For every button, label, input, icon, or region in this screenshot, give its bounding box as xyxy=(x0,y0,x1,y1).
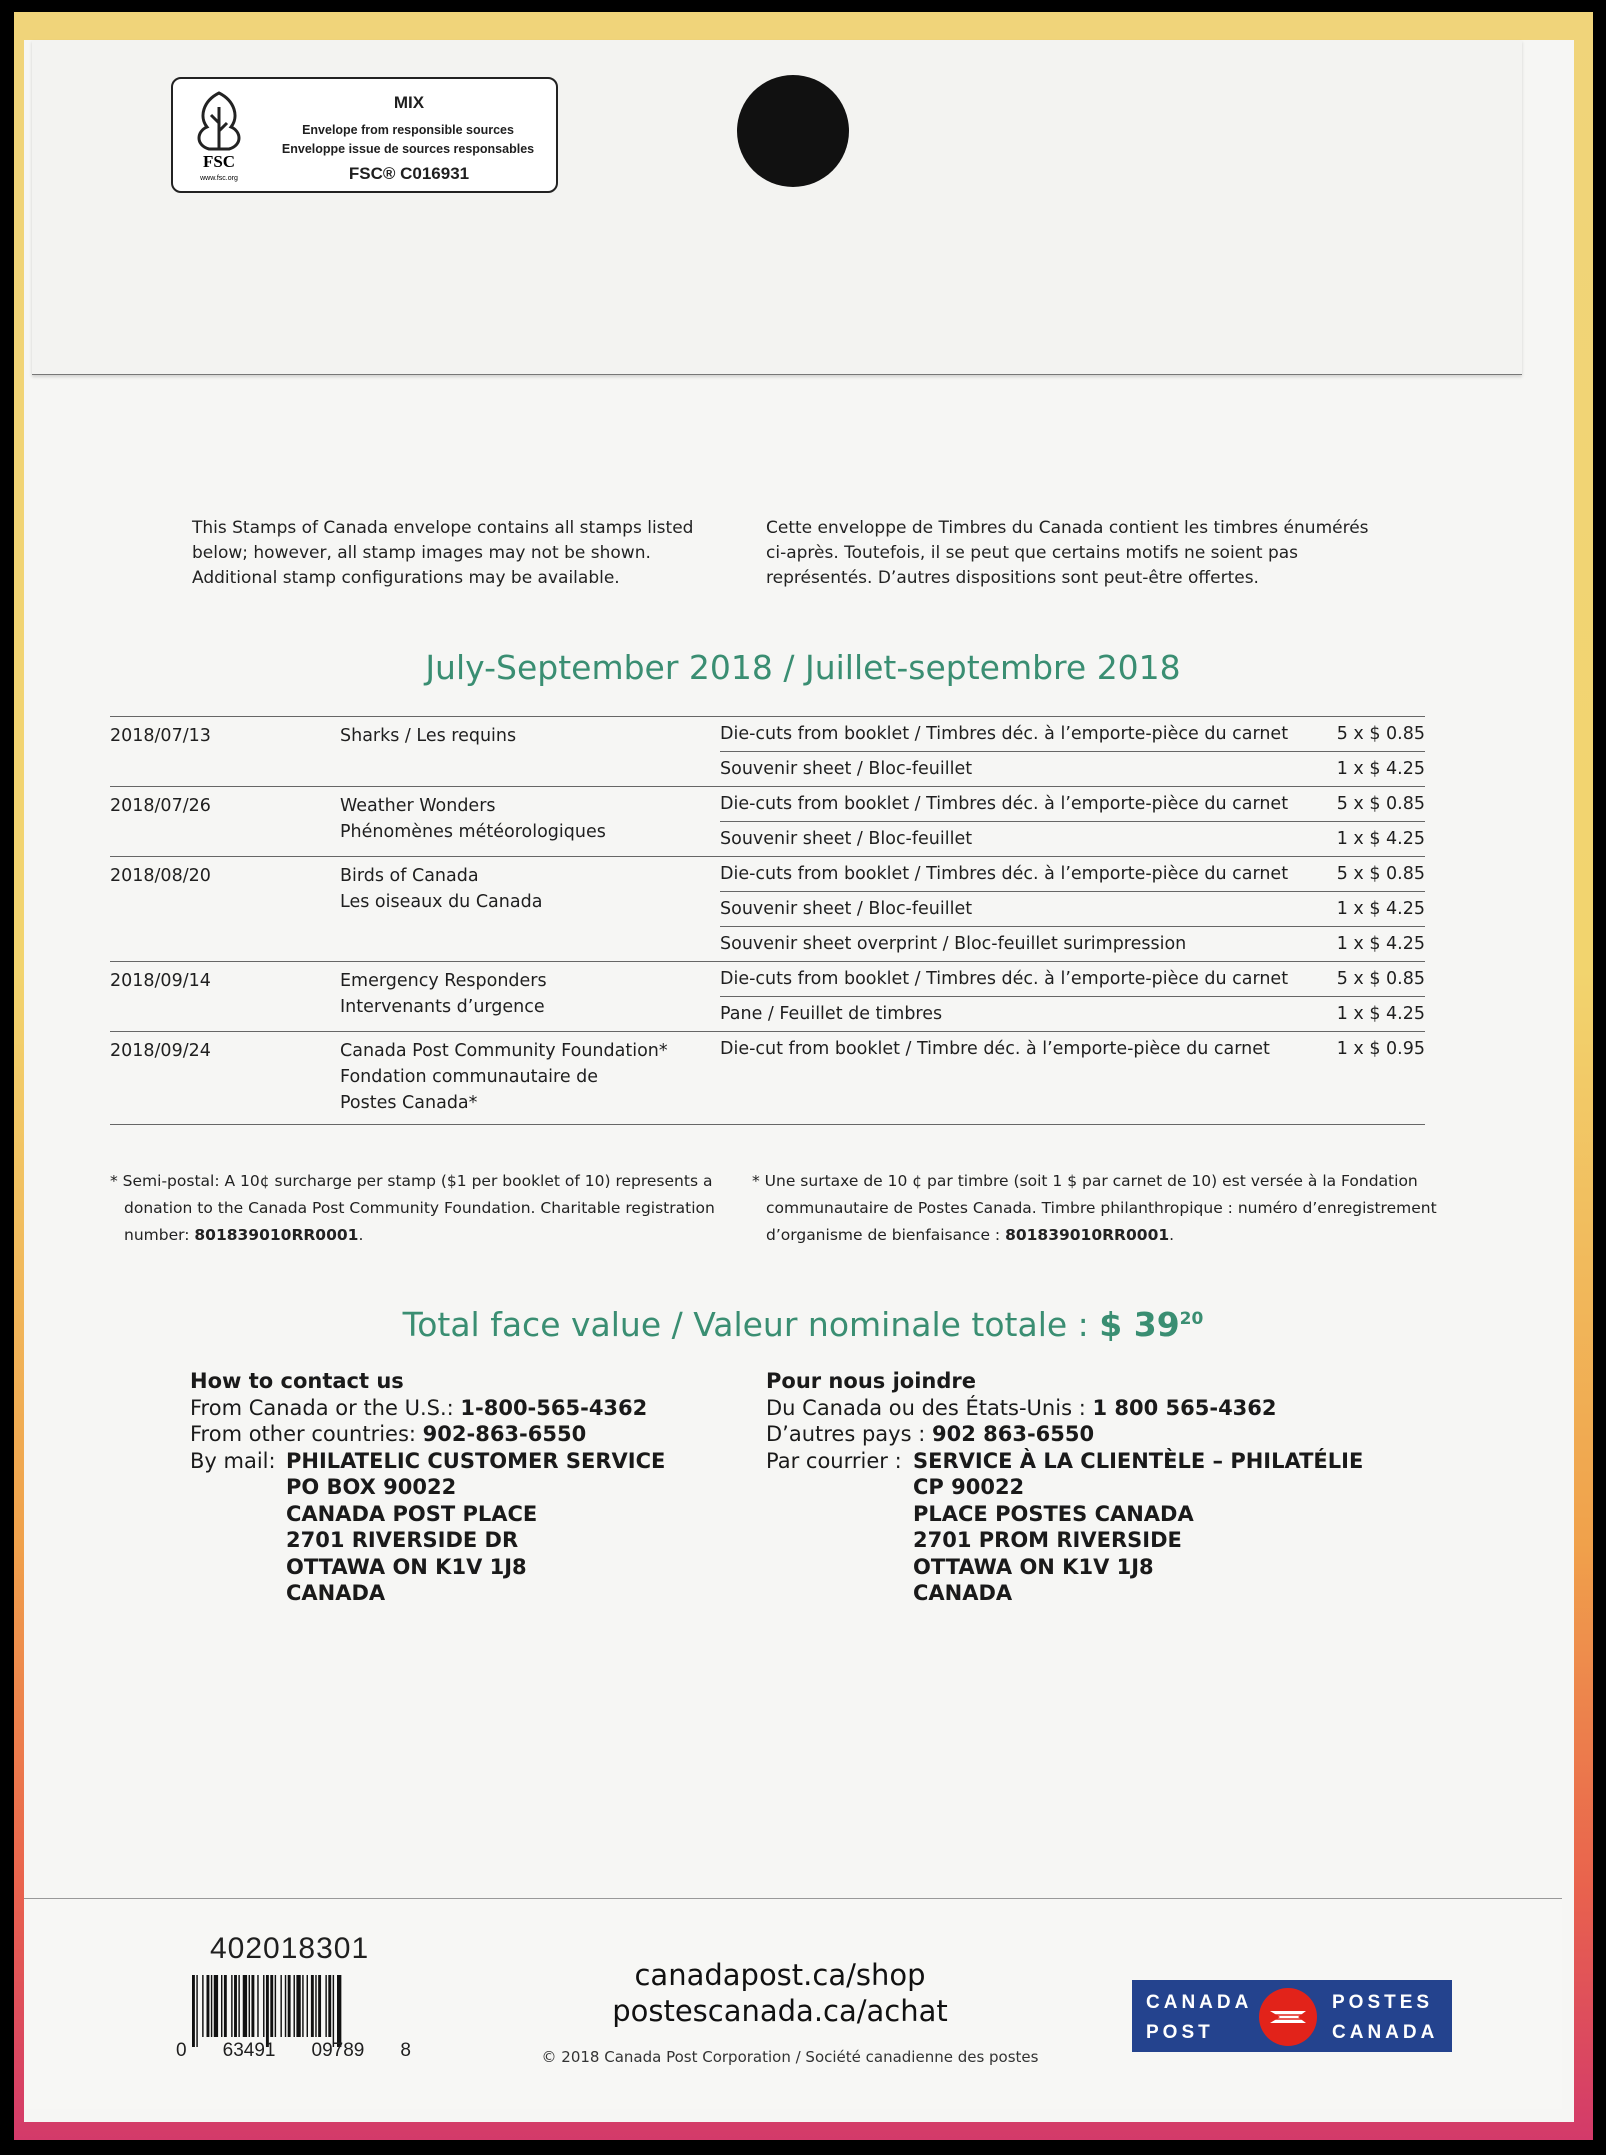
item-quantity: 1 x $ 4.25 xyxy=(1336,829,1425,849)
barcode-bar xyxy=(328,1975,331,2037)
item-quantity: 5 x $ 0.85 xyxy=(1336,794,1425,814)
footnote-en-text: * Semi-postal: A 10¢ surcharge per stamp ($1 per booklet of 10) represents a donation to the Canada Post Community Foundation. Charitable registration number: xyxy=(110,1172,715,1244)
issue-item xyxy=(720,787,1425,821)
issue-date: 2018/09/24 xyxy=(110,1041,211,1061)
footnote-fr-text: * Une surtaxe de 10 ¢ par timbre (soit 1 $ par carnet de 10) est versée à la Fondation communautaire de Postes Canada. Timbre philanthropique : numéro d’enregistrement d’organisme de bienfaisance : xyxy=(752,1172,1437,1244)
issue-item xyxy=(720,996,1425,1031)
barcode-bar xyxy=(221,1975,222,2037)
item-quantity: 5 x $ 0.85 xyxy=(1336,969,1425,989)
item-description: Souvenir sheet / Bloc-feuillet xyxy=(720,899,973,919)
item-description: Souvenir sheet / Bloc-feuillet xyxy=(720,759,973,779)
footnote-fr-number: 801839010RR0001 xyxy=(1005,1226,1170,1244)
barcode-bar xyxy=(325,1975,326,2037)
fsc-tree-icon xyxy=(183,87,255,183)
issue-row xyxy=(110,1031,1425,1125)
issue-name: Birds of Canada Les oiseaux du Canada xyxy=(340,866,543,912)
item-description: Pane / Feuillet de timbres xyxy=(720,1004,943,1024)
item-description: Souvenir sheet / Bloc-feuillet xyxy=(720,829,973,849)
barcode-bar xyxy=(275,1975,276,2037)
item-description: Die-cuts from booklet / Timbres déc. à l’emporte-pièce du carnet xyxy=(720,724,1289,744)
phone-na: 1-800-565-4362 xyxy=(460,1395,648,1420)
barcode-bar xyxy=(311,1975,314,2037)
barcode-bar xyxy=(238,1975,239,2037)
barcode-bar xyxy=(333,1975,334,2047)
barcode-bar xyxy=(243,1975,247,2037)
barcode-bar xyxy=(251,1975,254,2037)
contact-fr-heading: Pour nous joindre xyxy=(766,1369,976,1393)
item-description: Die-cuts from booklet / Timbres déc. à l’emporte-pièce du carnet xyxy=(720,864,1289,884)
item-quantity: 5 x $ 0.85 xyxy=(1336,724,1425,744)
logo-canada: CANADA xyxy=(1146,1992,1253,2013)
issue-row xyxy=(110,856,1425,961)
logo-postes: POSTES xyxy=(1332,1992,1434,2013)
barcode-bar xyxy=(249,1975,250,2037)
item-description: Die-cuts from booklet / Timbres déc. à l’emporte-pièce du carnet xyxy=(720,969,1289,989)
logo-post: POST xyxy=(1146,2022,1214,2043)
barcode-bar xyxy=(207,1975,210,2037)
item-description: Die-cuts from booklet / Timbres déc. à l’emporte-pièce du carnet xyxy=(720,794,1289,814)
barcode-bar xyxy=(318,1975,321,2037)
fsc-text-en: Envelope from responsible sources xyxy=(302,123,514,137)
fsc-code: FSC® C016931 xyxy=(348,164,470,183)
barcode-bar xyxy=(231,1975,232,2037)
barcode-bar xyxy=(280,1975,281,2037)
footnote-en-number: 801839010RR0001 xyxy=(194,1226,359,1244)
item-description: Souvenir sheet overprint / Bloc-feuillet surimpression xyxy=(720,934,1187,954)
canada-post-emblem-icon xyxy=(1258,1987,1318,2047)
mailing-address-fr: SERVICE À LA CLIENTÈLE – PHILATÉLIE CP 90022 PLACE POSTES CANADA 2701 PROM RIVERSIDE OTTAWA ON K1V 1J8 CANADA xyxy=(913,1448,1364,1605)
footnote-fr: * Une surtaxe de 10 ¢ par timbre (soit 1 $ par carnet de 10) est versée à la Fondation communautaire de Postes Canada. Timbre philanthropique : numéro d’enregistrement d’organisme de bienfaisance : 801839010RR0001. xyxy=(752,1172,1437,1244)
mailing-address-en: PHILATELIC CUSTOMER SERVICE PO BOX 90022 CANADA POST PLACE 2701 RIVERSIDE DR OTTAWA ON K1V 1J8 CANADA xyxy=(286,1448,666,1605)
contact-fr: Pour nous joindre Du Canada ou des États-Unis : 1 800 565-4362 D’autres pays : 902 863-6550 Par courrier : SERVICE À LA CLIENTÈLE – PHILATÉLIE CP 90022 PLACE POSTES CANADA 2701 PROM RIVERSIDE OTTAWA ON K1V 1J8 CANADA xyxy=(766,1369,1364,1605)
barcode-digits: 0 63491 09789 8 xyxy=(176,2040,411,2061)
barcode-bar xyxy=(196,1975,197,2047)
barcode-bar xyxy=(270,1975,273,2037)
copyright: © 2018 Canada Post Corporation / Société canadienne des postes xyxy=(541,2048,1039,2066)
item-quantity: 5 x $ 0.85 xyxy=(1336,864,1425,884)
item-quantity: 1 x $ 4.25 xyxy=(1336,759,1425,779)
barcode-bar xyxy=(315,1975,316,2037)
canada-post-logo xyxy=(1132,1980,1452,2052)
issue-name: Emergency Responders Intervenants d’urgence xyxy=(340,971,547,1017)
hang-hole xyxy=(737,75,849,187)
intro-en: This Stamps of Canada envelope contains all stamps listed below; however, all stamp images may not be shown. Additional stamp configurations may be available. xyxy=(192,518,694,588)
shop-link-fr[interactable]: postescanada.ca/achat xyxy=(612,1994,948,2028)
issue-name: Canada Post Community Foundation* Fondation communautaire de Postes Canada* xyxy=(340,1041,668,1113)
issue-date: 2018/07/13 xyxy=(110,726,211,746)
issue-item xyxy=(720,821,1425,856)
barcode-bar xyxy=(302,1975,303,2037)
item-quantity: 1 x $ 4.25 xyxy=(1336,934,1425,954)
issue-row xyxy=(110,786,1425,856)
fsc-logo-text: FSC xyxy=(202,152,236,171)
fsc-site: www.fsc.org xyxy=(200,175,238,182)
logo-canada-fr: CANADA xyxy=(1332,2022,1439,2043)
issue-table xyxy=(110,716,1425,1125)
barcode-bar xyxy=(263,1975,264,2037)
barcode-bar xyxy=(307,1975,308,2037)
barcode-bar xyxy=(211,1975,212,2037)
issue-row xyxy=(110,961,1425,1031)
item-quantity: 1 x $ 4.25 xyxy=(1336,1004,1425,1024)
total-dollars: $ 39 xyxy=(1099,1305,1180,1344)
barcode-bar xyxy=(234,1975,237,2037)
phone-intl-fr: 902 863-6550 xyxy=(931,1422,1095,1446)
barcode-bar xyxy=(337,1975,341,2047)
issue-item xyxy=(720,926,1425,961)
intro-fr: Cette enveloppe de Timbres du Canada contient les timbres énumérés ci-après. Toutefois, il se peut que certains motifs ne soient pas représentés. D’autres dispositions sont peut-être offertes. xyxy=(766,518,1369,588)
fsc-mix: MIX xyxy=(393,93,425,112)
product-number: 402018301 xyxy=(210,1932,370,1965)
barcode-bar xyxy=(266,1975,269,2047)
shop-link-en[interactable]: canadapost.ca/shop xyxy=(634,1958,926,1992)
barcode xyxy=(190,1975,395,2047)
barcode-bar xyxy=(192,1975,195,2047)
barcode-bar xyxy=(288,1975,291,2037)
footnote-en: * Semi-postal: A 10¢ surcharge per stamp ($1 per booklet of 10) represents a donation to the Canada Post Community Foundation. Charitable registration number: 801839010RR0001. xyxy=(110,1172,715,1244)
barcode-bar xyxy=(294,1975,295,2037)
issue-item xyxy=(720,857,1425,891)
item-quantity: 1 x $ 4.25 xyxy=(1336,899,1425,919)
issue-item xyxy=(720,1032,1425,1066)
barcode-bar xyxy=(296,1975,300,2037)
issue-item xyxy=(720,891,1425,926)
barcode-bar xyxy=(257,1975,258,2037)
barcode-bar xyxy=(285,1975,286,2037)
item-quantity: 1 x $ 0.95 xyxy=(1336,1039,1425,1059)
issue-item xyxy=(720,751,1425,786)
issue-date: 2018/09/14 xyxy=(110,971,211,991)
fsc-text-fr: Enveloppe issue de sources responsables xyxy=(281,142,535,156)
issue-name: Sharks / Les requins xyxy=(340,726,517,746)
total-cents: 20 xyxy=(1179,1309,1204,1329)
issue-date: 2018/07/26 xyxy=(110,796,211,816)
issue-row xyxy=(110,716,1425,786)
period-heading: July-September 2018 / Juillet-septembre 2018 xyxy=(425,648,1181,687)
issue-item xyxy=(720,962,1425,996)
issue-name: Weather Wonders Phénomènes météorologiques xyxy=(340,796,606,842)
fsc-label xyxy=(171,77,558,193)
item-description: Die-cut from booklet / Timbre déc. à l’emporte-pièce du carnet xyxy=(720,1039,1270,1059)
issue-item xyxy=(720,717,1425,751)
barcode-bar xyxy=(202,1975,203,2037)
total-face-value xyxy=(0,1305,1606,1344)
barcode-bar xyxy=(214,1975,218,2037)
contact-en: How to contact us From Canada or the U.S.: 1-800-565-4362 From other countries: 902-863-6550 By mail: PHILATELIC CUSTOMER SERVICE PO BOX 90022 CANADA POST PLACE 2701 RIVERSIDE DR OTTAWA ON K1V 1J8 CANADA xyxy=(190,1369,666,1605)
total-label: Total face value / Valeur nominale totale : xyxy=(402,1305,1100,1344)
phone-intl: 902-863-6550 xyxy=(422,1422,587,1446)
barcode-bar xyxy=(224,1975,227,2037)
issue-date: 2018/08/20 xyxy=(110,866,211,886)
contact-en-heading: How to contact us xyxy=(190,1369,404,1393)
phone-na-fr: 1 800 565-4362 xyxy=(1092,1395,1277,1420)
